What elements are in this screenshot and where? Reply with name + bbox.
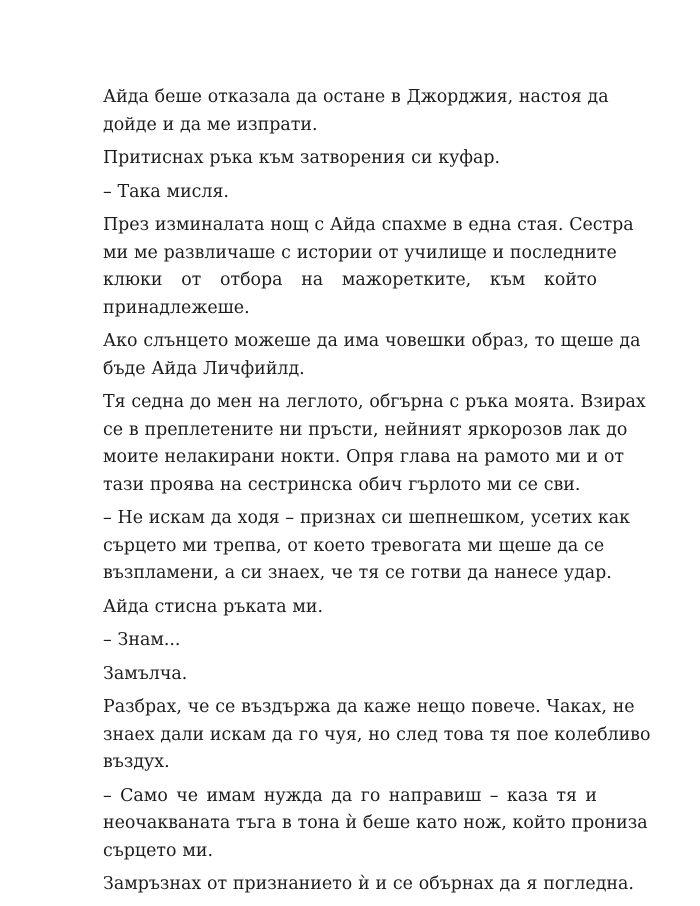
text-line: бъде Айда Личфийлд.	[103, 358, 305, 379]
text-line: клюки от отбора на мажоретките, към който	[103, 270, 597, 290]
paragraph	[103, 179, 597, 207]
page-text	[103, 84, 651, 905]
paragraph	[103, 661, 597, 689]
paragraph	[103, 505, 631, 588]
text-line: знаех дали искам да го чуя, но след това тя пое колебливо	[103, 724, 651, 745]
text-line: – Само че имам нужда да го направиш – каза тя и	[103, 785, 597, 806]
text-line: Айда стисна ръката ми.	[103, 596, 324, 617]
text-line: ми ме развличаше с истории от училище и последните	[103, 242, 617, 263]
paragraph	[103, 871, 634, 899]
paragraph	[103, 328, 641, 383]
paragraph	[103, 84, 609, 139]
text-line: – Знам...	[103, 630, 181, 650]
paragraph	[103, 389, 646, 499]
text-line: сърцето ми трепва, от което тревогата ми щеше да се	[103, 535, 605, 556]
text-line: Ако слънцето можеше да има човешки образ, то щеше да	[103, 331, 641, 351]
text-line: дойде и да ме изпрати.	[103, 114, 318, 135]
text-line: Замълча.	[103, 663, 188, 684]
text-line: Тя седна до мен на леглото, обгърна с ръка моята. Взирах	[103, 392, 646, 412]
text-line: – Не искам да ходя – признах си шепнешком, усетих как	[103, 508, 631, 528]
text-line: неочакваната тъга в тона ѝ беше като нож, който прониза	[103, 813, 648, 833]
text-line: Разбрах, че се въздържа да каже нещо повече. Чаках, не	[103, 697, 635, 717]
text-line: сърцето ми.	[103, 840, 213, 861]
text-line: Притиснах ръка към затворения си куфар.	[103, 148, 501, 168]
text-line: Айда беше отказала да остане в Джорджия, настоя да	[103, 87, 609, 107]
paragraph	[103, 627, 597, 655]
paragraph	[103, 594, 597, 622]
text-line: моите нелакирани нокти. Опря глава на рамото ми и от	[103, 447, 625, 467]
text-line: се в преплетените ни пръсти, нейният яркорозов лак до	[103, 419, 628, 440]
paragraph	[103, 783, 648, 866]
paragraph	[103, 694, 651, 777]
text-line: – Така мисля.	[103, 181, 229, 202]
text-line: възпламени, а си знаех, че тя се готви да нанесе удар.	[103, 563, 612, 583]
text-line: През изминалата нощ с Айда спахме в една стая. Сестра	[103, 215, 634, 235]
text-line: принадлежеше.	[103, 297, 250, 318]
text-line: Замръзнах от признанието ѝ и се обърнах да я погледна.	[103, 874, 634, 894]
text-line: тази проява на сестринска обич гърлото ми се сви.	[103, 474, 581, 495]
paragraph	[103, 212, 634, 322]
paragraph	[103, 145, 597, 173]
text-line: въздух.	[103, 752, 170, 772]
